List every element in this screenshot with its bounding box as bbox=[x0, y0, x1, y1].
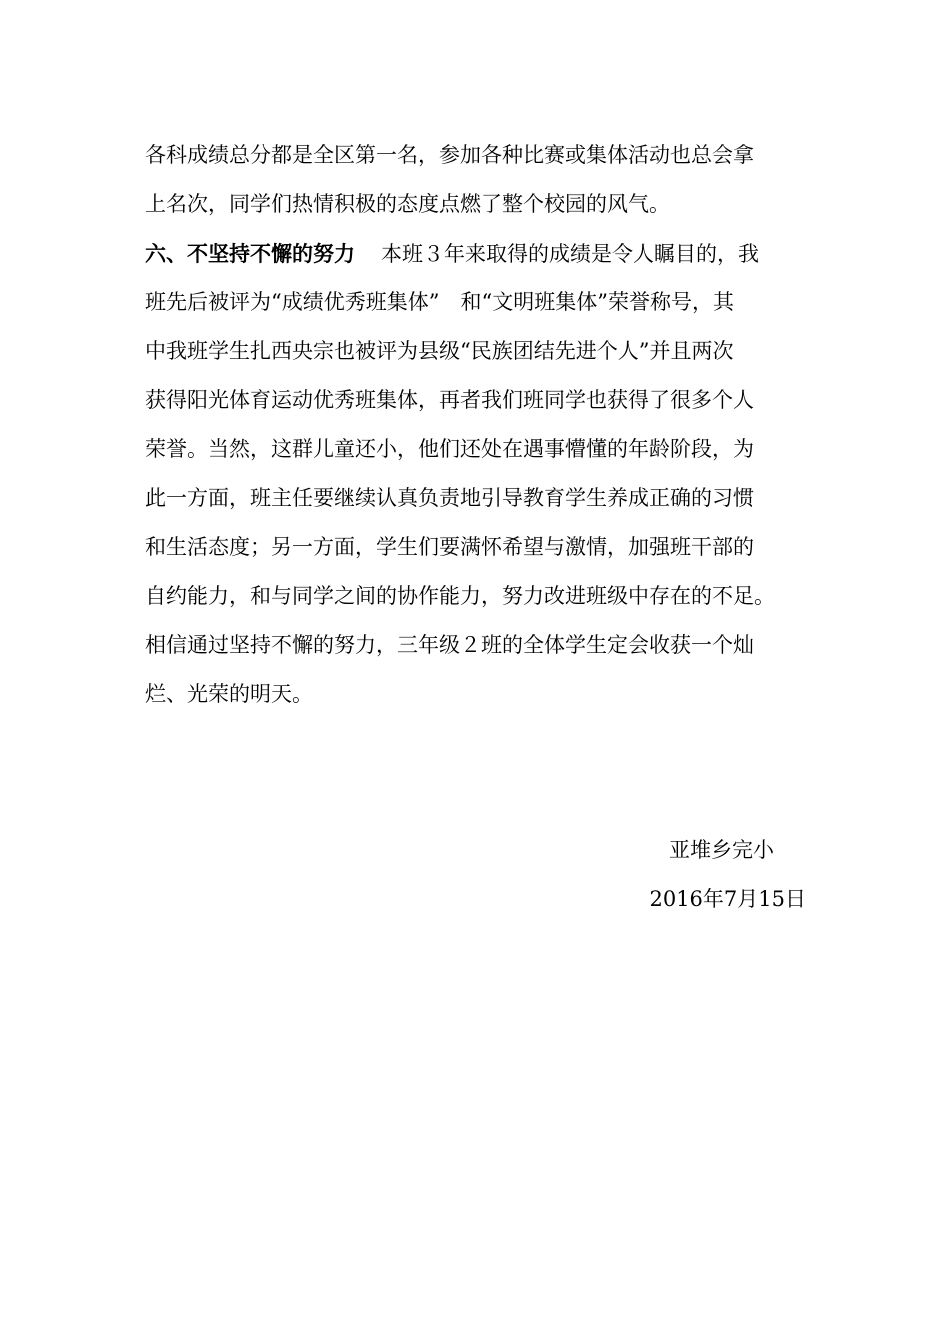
paragraph-line: 各科成绩总分都是全区第一名，参加各种比赛或集体活动也总会拿 bbox=[145, 143, 754, 167]
paragraph-line: 中我班学生扎西央宗也被评为县级“民族团结先进个人”并且两次 bbox=[145, 339, 734, 363]
section-first-line-text: 本班３年来取得的成绩是令人瞩目的，我 bbox=[381, 242, 759, 266]
signature-date: 2016年7月15日 bbox=[649, 887, 806, 911]
signature-block bbox=[560, 826, 806, 924]
paragraph-line: 和生活态度；另一方面，学生们要满怀希望与激情，加强班干部的 bbox=[145, 535, 754, 559]
section-heading: 六、不坚持不懈的努力 bbox=[145, 241, 355, 266]
paragraph-line: 获得阳光体育运动优秀班集体，再者我们班同学也获得了很多个人 bbox=[145, 388, 754, 412]
paragraph-line: 班先后被评为“成绩优秀班集体” 和“文明班集体”荣誉称号，其 bbox=[145, 290, 734, 314]
body-text bbox=[145, 131, 835, 719]
paragraph-line: 荣誉。当然，这群儿童还小，他们还处在遇事懵懂的年龄阶段，为 bbox=[145, 437, 754, 461]
paragraph-line: 烂、光荣的明天。 bbox=[145, 682, 313, 706]
paragraph-line: 相信通过坚持不懈的努力，三年级２班的全体学生定会收获一个灿 bbox=[145, 633, 754, 657]
paragraph-line: 上名次，同学们热情积极的态度点燃了整个校园的风气。 bbox=[145, 192, 670, 216]
paragraph-line: 此一方面，班主任要继续认真负责地引导教育学生养成正确的习惯 bbox=[145, 486, 754, 510]
signature-organization: 亚堆乡完小 bbox=[669, 838, 774, 862]
section-first-line bbox=[145, 229, 835, 278]
paragraph-line: 自约能力，和与同学之间的协作能力，努力改进班级中存在的不足。 bbox=[145, 584, 775, 608]
